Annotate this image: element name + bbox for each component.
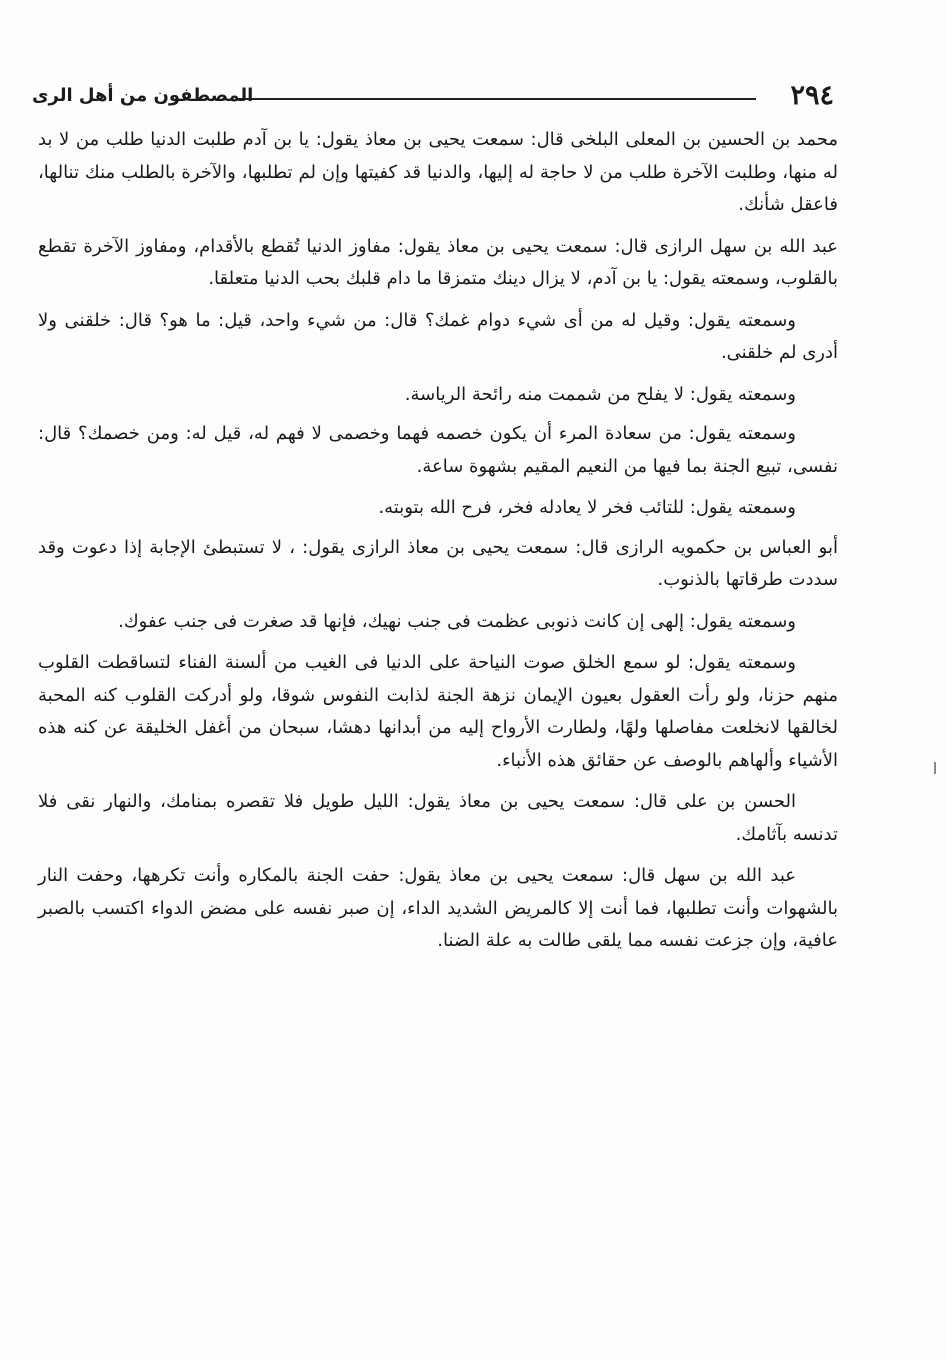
paragraph: وسمعته يقول: لا يفلح من شممت منه رائحة الرياسة. [404, 383, 796, 405]
paragraph: عبد الله بن سهل قال: سمعت يحيى بن معاذ يقول: حفت الجنة بالمكاره وأنت تكرهها، وحفت النار بالشهوات وأنت تطلبها، فما أنت إلا كالمريض الشديد الداء، إن صبر نفسه على مضض الدواء اكتسب بالصبر عافية، وإن جزعت نفسه مما يلقى طالت به علة الضنا. [38, 865, 838, 951]
paragraph: وسمعته يقول: لو سمع الخلق صوت النياحة على الدنيا فى الغيب من ألسنة الفناء لتساقطت القلوب منهم حزنا، ولو رأت العقول بعيون الإيمان نزهة الجنة لذابت النفوس شوقا، ولو أدركت القلوب كنه المحبة لخالقها لانخلعت مفاصلها ولهًا، ولطارت الأرواح إليه من أبدانها دهشا، سبحان من أغفل الخليقة عن كنه هذه الأشياء وألهاهم بالوصف عن حقائق هذه الأنباء. [38, 652, 838, 771]
header-rule [237, 98, 756, 100]
body-text [38, 124, 838, 967]
running-title: المصطفون من أهل الرى [32, 85, 254, 106]
paragraph: الحسن بن على قال: سمعت يحيى بن معاذ يقول: الليل طويل فلا تقصره بمنامك، والنهار نقى فلا تدنسه بآثامك. [38, 791, 838, 845]
paragraph: وسمعته يقول: للتائب فخر لا يعادله فخر، فرح الله بتوبته. [378, 497, 796, 518]
paragraph: وسمعته يقول: إلهى إن كانت ذنوبى عظمت فى جنب نهيك، فإنها قد صغرت فى جنب عفوك. [118, 610, 796, 632]
paragraph: وسمعته يقول: وقيل له من أى شيء دوام غمك؟ قال: من شيء واحد، قيل: ما هو؟ قال: خلقنى ولا أدرى لم خلقنى. [38, 309, 838, 363]
paragraph: وسمعته يقول: من سعادة المرء أن يكون خصمه فهما وخصمى لا فهم له، قيل له: ومن خصمك؟ قال: نفسى، تبيع الجنة بما فيها من النعيم المقيم بشهوة ساعة. [38, 423, 838, 477]
page-number: ٢٩٤ [790, 80, 834, 111]
page-header [32, 78, 834, 114]
paragraph: محمد بن الحسين بن المعلى البلخى قال: سمعت يحيى بن معاذ يقول: يا بن آدم طلبت الدنيا طلب من لا بد له منها، وطلبت الآخرة طلب من لا حاجة له إليها، والدنيا قد كفيتها وإن لم تطلبها، والآخرة بالطلب منك تنالها، فاعقل شأنك. [38, 129, 838, 215]
paragraph: أبو العباس بن حكمويه الرازى قال: سمعت يحيى بن معاذ الرازى يقول: ، لا تستبطئ الإجابة إذا دعوت وقد سددت طرقاتها بالذنوب. [38, 536, 838, 590]
scan-mark [934, 762, 936, 774]
paragraph: عبد الله بن سهل الرازى قال: سمعت يحيى بن معاذ يقول: مفاوز الدنيا تُقطع بالأقدام، ومفاوز الآخرة تقطع بالقلوب، وسمعته يقول: يا بن آدم، لا يزال دينك متمزقا ما دام قلبك بحب الدنيا متعلقا. [38, 235, 838, 289]
